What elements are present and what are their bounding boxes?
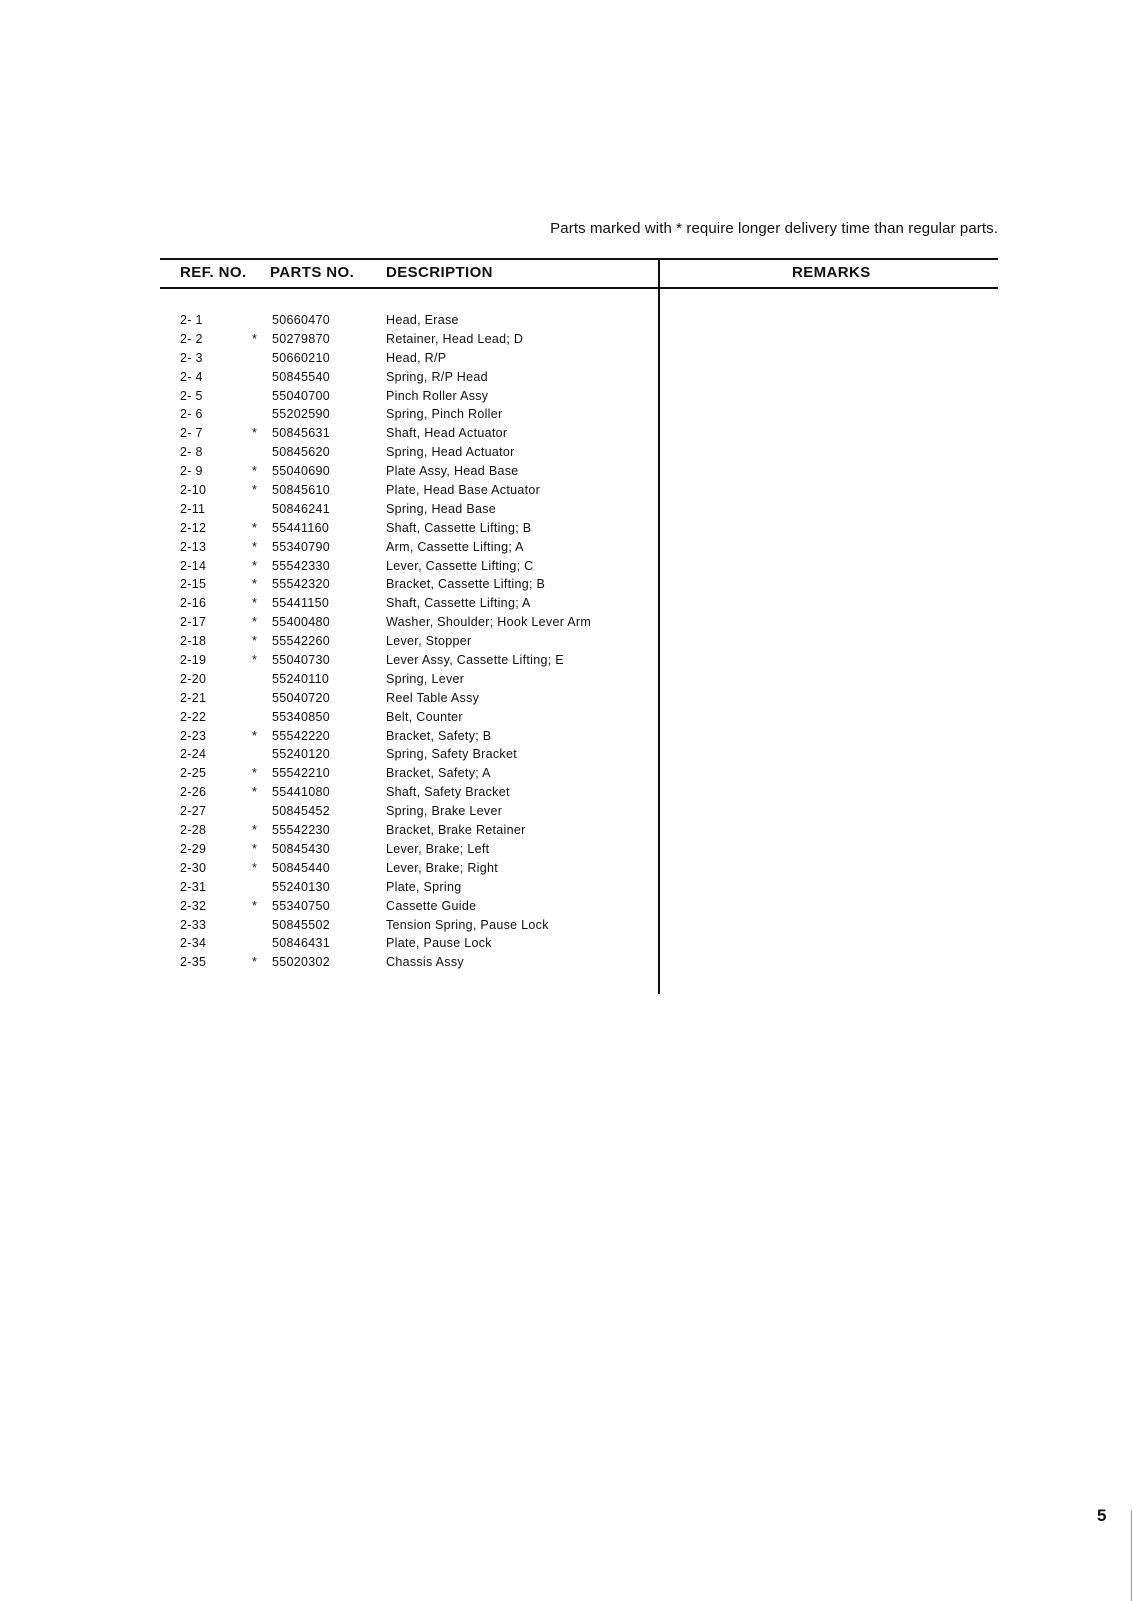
delivery-mark: * <box>252 577 258 592</box>
description-cell: Lever, Brake; Left <box>386 841 490 856</box>
description-cell: Cassette Guide <box>386 898 477 913</box>
parts-no-cell: 55040700 <box>272 388 331 403</box>
parts-table-body <box>0 311 658 972</box>
table-top-rule <box>160 258 998 260</box>
delivery-mark: * <box>252 841 258 856</box>
parts-no-cell: 55542330 <box>272 558 331 573</box>
table-row <box>0 500 658 519</box>
description-cell: Plate Assy, Head Base <box>386 464 519 479</box>
ref-cell: 2-22 <box>180 709 207 724</box>
parts-no-cell: 50660210 <box>272 350 331 365</box>
table-row <box>0 368 658 387</box>
description-cell: Washer, Shoulder; Hook Lever Arm <box>386 615 592 630</box>
delivery-note: Parts marked with * require longer delivery time than regular parts. <box>550 220 998 237</box>
table-row <box>0 859 658 878</box>
ref-cell: 2-17 <box>180 615 207 630</box>
table-row <box>0 594 658 613</box>
parts-no-cell: 55340790 <box>272 539 331 554</box>
parts-no-cell: 50660470 <box>272 313 331 327</box>
parts-no-cell: 50845452 <box>272 804 331 819</box>
table-row <box>0 349 658 368</box>
delivery-mark: * <box>252 766 258 781</box>
description-cell: Bracket, Cassette Lifting; B <box>386 577 546 592</box>
ref-cell: 2-16 <box>180 596 207 611</box>
ref-cell: 2- 9 <box>180 464 203 479</box>
delivery-mark: * <box>252 558 258 573</box>
parts-no-cell: 50845620 <box>272 445 331 460</box>
table-row <box>0 689 658 708</box>
parts-no-cell: 55542230 <box>272 823 331 838</box>
table-row <box>0 651 658 670</box>
parts-no-cell: 55040730 <box>272 653 331 668</box>
delivery-mark: * <box>252 464 258 479</box>
description-cell: Chassis Assy <box>386 955 464 970</box>
ref-cell: 2-30 <box>180 860 207 875</box>
description-cell: Retainer, Head Lead; D <box>386 331 524 346</box>
ref-cell: 2-21 <box>180 690 207 705</box>
parts-no-cell: 55040690 <box>272 464 331 479</box>
table-row <box>0 727 658 746</box>
parts-no-cell: 55340750 <box>272 898 331 913</box>
ref-cell: 2- 3 <box>180 350 203 365</box>
delivery-mark: * <box>252 728 258 743</box>
description-cell: Lever Assy, Cassette Lifting; E <box>386 653 564 668</box>
description-cell: Tension Spring, Pause Lock <box>386 917 549 932</box>
ref-cell: 2-12 <box>180 520 207 535</box>
ref-cell: 2-20 <box>180 671 207 686</box>
parts-no-cell: 50845540 <box>272 369 331 384</box>
ref-cell: 2-29 <box>180 841 207 856</box>
ref-cell: 2-24 <box>180 747 207 762</box>
delivery-mark: * <box>252 520 258 535</box>
ref-cell: 2- 8 <box>180 445 203 460</box>
description-cell: Shaft, Safety Bracket <box>386 785 510 800</box>
ref-cell: 2- 5 <box>180 388 203 403</box>
header-remarks: REMARKS <box>792 264 871 281</box>
ref-cell: 2-19 <box>180 653 207 668</box>
table-row <box>0 840 658 859</box>
description-cell: Spring, Head Base <box>386 501 497 516</box>
table-row <box>0 897 658 916</box>
ref-cell: 2-23 <box>180 728 207 743</box>
table-row <box>0 462 658 481</box>
parts-no-cell: 55020302 <box>272 955 331 970</box>
delivery-mark: * <box>252 596 258 611</box>
ref-cell: 2-31 <box>180 879 207 894</box>
table-row <box>0 538 658 557</box>
ref-cell: 2- 2 <box>180 331 203 346</box>
parts-no-cell: 55040720 <box>272 690 331 705</box>
description-cell: Shaft, Cassette Lifting; A <box>386 596 531 611</box>
ref-cell: 2- 4 <box>180 369 203 384</box>
description-cell: Head, R/P <box>386 350 447 365</box>
parts-no-cell: 55240120 <box>272 747 331 762</box>
delivery-mark: * <box>252 426 258 441</box>
delivery-mark: * <box>252 653 258 668</box>
table-row <box>0 708 658 727</box>
ref-cell: 2-35 <box>180 955 207 970</box>
ref-cell: 2-26 <box>180 785 207 800</box>
description-cell: Lever, Stopper <box>386 634 472 649</box>
table-row <box>0 745 658 764</box>
table-row <box>0 878 658 897</box>
table-row <box>0 916 658 935</box>
parts-no-cell: 55441160 <box>272 520 330 535</box>
ref-cell: 2-14 <box>180 558 207 573</box>
parts-no-cell: 55340850 <box>272 709 331 724</box>
ref-cell: 2-27 <box>180 804 207 819</box>
table-row <box>0 405 658 424</box>
table-row <box>0 934 658 953</box>
table-row <box>0 557 658 576</box>
description-cell: Plate, Spring <box>386 879 462 894</box>
table-row <box>0 821 658 840</box>
description-cell: Spring, Lever <box>386 671 465 686</box>
header-description: DESCRIPTION <box>386 264 493 281</box>
delivery-mark: * <box>252 860 258 875</box>
ref-cell: 2-25 <box>180 766 207 781</box>
table-row <box>0 953 658 972</box>
header-parts-no: PARTS NO. <box>270 264 355 281</box>
description-cell: Head, Erase <box>386 313 459 327</box>
delivery-mark: * <box>252 483 258 498</box>
delivery-mark: * <box>252 955 258 970</box>
table-row <box>0 424 658 443</box>
table-row <box>0 330 658 349</box>
parts-no-cell: 50846241 <box>272 501 331 516</box>
table-row <box>0 783 658 802</box>
table-row <box>0 387 658 406</box>
parts-no-cell: 55542320 <box>272 577 331 592</box>
description-cell: Plate, Pause Lock <box>386 936 492 951</box>
description-cell: Spring, Safety Bracket <box>386 747 517 762</box>
ref-cell: 2-32 <box>180 898 207 913</box>
ref-cell: 2- 7 <box>180 426 203 441</box>
table-row <box>0 575 658 594</box>
delivery-mark: * <box>252 634 258 649</box>
description-cell: Shaft, Head Actuator <box>386 426 508 441</box>
delivery-mark: * <box>252 785 258 800</box>
parts-no-cell: 50279870 <box>272 331 331 346</box>
table-row <box>0 311 658 330</box>
table-row <box>0 443 658 462</box>
description-cell: Spring, Brake Lever <box>386 804 503 819</box>
parts-no-cell: 55202590 <box>272 407 331 422</box>
ref-cell: 2-15 <box>180 577 207 592</box>
parts-no-cell: 55240110 <box>272 671 330 686</box>
description-cell: Spring, Head Actuator <box>386 445 515 460</box>
parts-no-cell: 55542260 <box>272 634 331 649</box>
parts-no-cell: 55441150 <box>272 596 330 611</box>
table-row <box>0 632 658 651</box>
parts-no-cell: 50845502 <box>272 917 331 932</box>
description-cell: Pinch Roller Assy <box>386 388 489 403</box>
description-cell: Spring, R/P Head <box>386 369 488 384</box>
delivery-mark: * <box>252 331 258 346</box>
ref-cell: 2-18 <box>180 634 207 649</box>
description-cell: Plate, Head Base Actuator <box>386 483 541 498</box>
parts-no-cell: 55542210 <box>272 766 331 781</box>
table-row <box>0 764 658 783</box>
description-cell: Spring, Pinch Roller <box>386 407 503 422</box>
parts-no-cell: 55400480 <box>272 615 331 630</box>
table-row <box>0 519 658 538</box>
description-cell: Lever, Brake; Right <box>386 860 499 875</box>
delivery-mark: * <box>252 823 258 838</box>
table-row <box>0 670 658 689</box>
remarks-column-divider <box>658 258 660 994</box>
table-header-rule <box>160 287 998 289</box>
ref-cell: 2-13 <box>180 539 207 554</box>
parts-no-cell: 55441080 <box>272 785 331 800</box>
ref-cell: 2- 1 <box>180 313 203 327</box>
description-cell: Reel Table Assy <box>386 690 480 705</box>
ref-cell: 2-10 <box>180 483 207 498</box>
table-row <box>0 613 658 632</box>
delivery-mark: * <box>252 539 258 554</box>
table-row <box>0 802 658 821</box>
ref-cell: 2- 6 <box>180 407 203 422</box>
description-cell: Bracket, Brake Retainer <box>386 823 526 838</box>
parts-no-cell: 50845610 <box>272 483 331 498</box>
table-row <box>0 481 658 500</box>
parts-no-cell: 50845430 <box>272 841 331 856</box>
ref-cell: 2-33 <box>180 917 207 932</box>
parts-no-cell: 50846431 <box>272 936 331 951</box>
description-cell: Lever, Cassette Lifting; C <box>386 558 534 573</box>
ref-cell: 2-34 <box>180 936 207 951</box>
parts-no-cell: 50845631 <box>272 426 331 441</box>
delivery-mark: * <box>252 898 258 913</box>
description-cell: Arm, Cassette Lifting; A <box>386 539 524 554</box>
description-cell: Bracket, Safety; B <box>386 728 492 743</box>
parts-no-cell: 55542220 <box>272 728 331 743</box>
delivery-mark: * <box>252 615 258 630</box>
page-number: 5 <box>1097 1506 1107 1525</box>
parts-no-cell: 50845440 <box>272 860 331 875</box>
ref-cell: 2-11 <box>180 501 206 516</box>
header-ref-no: REF. NO. <box>180 264 247 281</box>
description-cell: Bracket, Safety; A <box>386 766 491 781</box>
description-cell: Shaft, Cassette Lifting; B <box>386 520 532 535</box>
parts-no-cell: 55240130 <box>272 879 331 894</box>
description-cell: Belt, Counter <box>386 709 463 724</box>
ref-cell: 2-28 <box>180 823 207 838</box>
